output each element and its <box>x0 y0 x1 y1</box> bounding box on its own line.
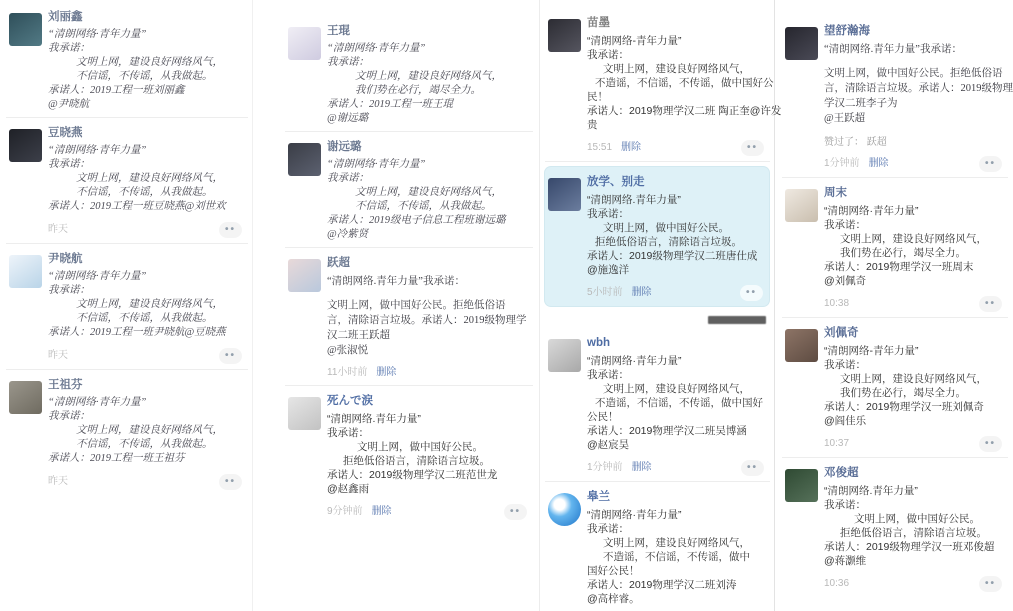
post <box>6 2 248 118</box>
more-menu-button[interactable]: •• <box>979 576 1002 592</box>
post-line: @张淑悦 <box>327 345 369 356</box>
column-2 <box>253 0 540 611</box>
post-footer <box>48 474 242 490</box>
post-line: 我承诺： <box>48 285 90 296</box>
post-line: 言，清除语言垃圾。承诺人：2019级物理 <box>824 83 1013 94</box>
post <box>285 386 533 525</box>
post-line: 我承诺： <box>587 523 629 535</box>
timestamp: 9分钟前 <box>327 506 363 517</box>
post <box>285 248 533 386</box>
post-line: “清朗网络.青年力量”我承诺： <box>327 276 465 287</box>
post-line: 承诺人：2019工程一班刘丽鑫 <box>48 85 185 96</box>
post-line: 文明上网，做中国好公民。拒绝低俗语 <box>824 68 1003 79</box>
post-content <box>327 274 527 358</box>
post-line: 承诺人：2019工程一班王祖芬 <box>48 453 185 464</box>
timestamp: 昨天 <box>48 224 68 235</box>
post-line: @赵宸昊 <box>587 439 630 451</box>
post-line: @刘佩奇 <box>824 275 867 287</box>
post-line: “清朗网络·青年力量” <box>48 145 147 156</box>
user-nickname[interactable]: 谢远璐 <box>327 141 362 153</box>
post-line: 不信谣，不传谣，从我做起。 <box>76 187 213 198</box>
post-content <box>327 42 527 126</box>
post-line: 贵 <box>587 119 598 131</box>
post-footer <box>327 366 527 380</box>
post-line: “清朗网络·青年力量” <box>48 397 147 408</box>
post-content <box>48 270 242 340</box>
post-line: 我承诺： <box>587 49 629 61</box>
more-menu-button[interactable]: •• <box>740 285 763 301</box>
post-line: 文明上网，建设良好网络风气， <box>603 383 750 395</box>
timestamp: 5小时前 <box>587 287 623 298</box>
post-content <box>587 508 764 606</box>
post-line: 言，清除语言垃圾。承诺人：2019级物理学 <box>327 315 527 326</box>
like-row: 赞过了： 跃超 <box>824 137 887 148</box>
watermark-smudge <box>708 316 766 324</box>
more-menu-button[interactable]: •• <box>979 156 1002 172</box>
post-line: “清朗网络·青年力量” <box>327 159 426 170</box>
avatar[interactable] <box>9 381 42 414</box>
post-content <box>327 158 527 242</box>
post <box>782 318 1008 458</box>
timestamp: 11小时前 <box>327 367 368 378</box>
post <box>545 482 770 611</box>
post-line: 我们势在必行，竭尽全力。 <box>840 387 966 399</box>
post-content <box>48 28 242 112</box>
avatar[interactable] <box>9 255 42 288</box>
timestamp: 10:36 <box>824 578 850 589</box>
more-menu-button[interactable]: •• <box>979 296 1002 312</box>
post <box>6 118 248 244</box>
post-line: 汉二班王跃超 <box>327 330 390 341</box>
post-line: 承诺人：2019物理学汉二班 陶正奎@许发 <box>587 105 782 117</box>
avatar[interactable] <box>288 259 321 292</box>
post-line: @尹晓航 <box>48 99 90 110</box>
post-line: 不造谣，不信谣，不传谣，做中国好公 <box>595 77 774 89</box>
post-line: 承诺人：2019级电子信息工程班谢远璐 <box>327 215 506 226</box>
post-content <box>824 344 1002 428</box>
delete-link[interactable]: 删除 <box>868 158 889 169</box>
post-line: 我们势在必行，竭尽全力。 <box>355 85 481 96</box>
post-line: 文明上网，做中国好公民。 <box>603 222 729 234</box>
post-line: 拒绝低俗语言，清除语言垃圾。 <box>840 527 987 539</box>
post-line: “清朗网络.青年力量”我承诺： <box>824 44 962 55</box>
timestamp: 10:37 <box>824 438 850 449</box>
post-line: “清朗网络·青年力量” <box>48 271 147 282</box>
post-line: “清朗网络.青年力量” <box>824 485 918 497</box>
post-footer <box>824 296 1002 312</box>
post <box>782 178 1008 318</box>
post-line: 承诺人：2019级物理学汉二班范世龙 <box>327 469 498 481</box>
avatar[interactable] <box>548 19 581 52</box>
post-line: 承诺人：2019物理学汉二班吴博涵 <box>587 425 747 437</box>
timestamp: 15:51 <box>587 142 613 153</box>
post-line: 承诺人：2019级物理学汉一班邓俊超 <box>824 541 995 553</box>
user-nickname[interactable]: 死んで涙 <box>327 395 373 407</box>
post-line: 不造谣，不信谣，不传谣，做中 <box>603 551 750 563</box>
post-line: 文明上网，建设良好网络风气， <box>355 187 502 198</box>
post-footer <box>824 576 1002 592</box>
avatar[interactable] <box>785 469 818 502</box>
post-line: 文明上网，建设良好网络风气， <box>76 425 223 436</box>
user-nickname[interactable]: 皋兰 <box>587 491 610 503</box>
post-footer <box>587 285 763 301</box>
more-menu-button[interactable]: •• <box>504 504 527 520</box>
post-line: “清朗网络·青年力量” <box>327 43 426 54</box>
post-line: 我承诺： <box>48 159 90 170</box>
post-line: “清朗网络.青年力量” <box>587 194 681 206</box>
post-line: @蒋灏维 <box>824 555 867 567</box>
post-footer <box>824 156 1002 172</box>
post-footer <box>48 222 242 238</box>
timestamp: 昨天 <box>48 476 68 487</box>
user-nickname[interactable]: 苗墨 <box>587 17 610 29</box>
post-line: 承诺人：2019工程一班豆晓燕@刘世欢 <box>48 201 226 212</box>
avatar[interactable] <box>548 339 581 372</box>
post-line: “清朗网络-青年力量” <box>824 345 919 357</box>
post-line: 文明上网，建设良好网络风气， <box>603 537 750 549</box>
post-content <box>48 144 242 214</box>
more-menu-button[interactable]: •• <box>219 222 242 238</box>
post-line: “清朗网络·青年力量” <box>587 509 682 521</box>
post-line: “清朗网络·青年力量” <box>587 355 682 367</box>
post-line: 承诺人：2019工程一班尹晓航@豆晓燕 <box>48 327 226 338</box>
column-1 <box>0 0 253 611</box>
user-nickname[interactable]: 邓俊超 <box>824 467 859 479</box>
avatar[interactable] <box>785 329 818 362</box>
avatar[interactable] <box>9 129 42 162</box>
user-nickname[interactable]: 尹晓航 <box>48 253 83 265</box>
more-menu-button[interactable]: •• <box>979 436 1002 452</box>
post-line: “清朗网络·青年力量” <box>824 205 919 217</box>
post-line: @冷紫贤 <box>327 229 369 240</box>
more-menu-button[interactable]: •• <box>219 348 242 364</box>
post-line: 文明上网，做中国好公民。 <box>357 441 483 453</box>
column-3 <box>540 0 782 611</box>
post <box>285 16 533 132</box>
post-line: 文明上网，建设良好网络风气， <box>76 173 223 184</box>
delete-link[interactable]: 删除 <box>631 287 652 298</box>
avatar[interactable] <box>785 27 818 60</box>
post-line: 不造谣，不信谣，不传谣，做中国好 <box>595 397 763 409</box>
post <box>545 167 769 306</box>
more-menu-button[interactable]: •• <box>219 474 242 490</box>
post-line: “清朗网络.青年力量” <box>327 413 421 425</box>
post-line: 文明上网，做中国好公民。拒绝低俗语 <box>327 300 506 311</box>
post <box>782 16 1013 178</box>
column-4 <box>775 0 1012 611</box>
delete-link[interactable]: 删除 <box>631 462 652 473</box>
timestamp: 昨天 <box>48 350 68 361</box>
post-content <box>327 412 527 496</box>
post-line <box>327 289 527 298</box>
post <box>545 8 782 162</box>
avatar[interactable] <box>548 493 581 526</box>
avatar[interactable] <box>288 27 321 60</box>
post-line: 我承诺： <box>327 427 369 439</box>
post-line: 拒绝低俗语言，清除语言垃圾。 <box>595 236 742 248</box>
avatar[interactable] <box>288 143 321 176</box>
user-nickname[interactable]: wbh <box>587 337 610 349</box>
user-nickname[interactable]: 周末 <box>824 187 847 199</box>
post-line: 文明上网，建设良好网络风气， <box>840 233 987 245</box>
post-line: 不信谣，不传谣，从我做起。 <box>76 439 213 450</box>
post <box>545 328 770 482</box>
post-line: @阎佳乐 <box>824 415 867 427</box>
post-line: 不信谣，不传谣，从我做起。 <box>76 71 213 82</box>
post-line: @施逸洋 <box>587 264 630 276</box>
post-line: 文明上网，建设良好网络风气， <box>840 373 987 385</box>
post-line: @王跃超 <box>824 113 866 124</box>
post-footer <box>48 348 242 364</box>
post-footer <box>587 460 764 476</box>
post-content <box>824 204 1002 288</box>
post-line: 文明上网，做中国好公民。 <box>854 513 980 525</box>
post-content <box>587 354 764 452</box>
post-line: @高梓睿。 <box>587 593 640 605</box>
post-line: 国好公民！ <box>587 565 640 577</box>
post-footer <box>824 436 1002 452</box>
post-line: 不信谣，不传谣，从我做起。 <box>355 201 492 212</box>
post-content <box>48 396 242 466</box>
post-content <box>824 484 1002 568</box>
post-line: 承诺人：2019物理学汉一班刘佩奇 <box>824 401 984 413</box>
post-line: 我承诺： <box>48 43 90 54</box>
post-footer <box>587 140 764 156</box>
avatar[interactable] <box>288 397 321 430</box>
post-content <box>587 34 782 132</box>
user-nickname[interactable]: 王琨 <box>327 25 350 37</box>
post-content <box>587 193 763 277</box>
avatar[interactable] <box>548 178 581 211</box>
user-nickname[interactable]: 跃超 <box>327 257 350 269</box>
user-nickname[interactable]: 王祖芬 <box>48 379 83 391</box>
post-line: 不信谣，不传谣，从我做起。 <box>76 313 213 324</box>
post-line: 承诺人：2019物理学汉一班周末 <box>824 261 974 273</box>
post-line: 拒绝低俗语言，清除语言垃圾。 <box>343 455 490 467</box>
user-nickname[interactable]: 刘佩奇 <box>824 327 859 339</box>
post-line: 文明上网，建设良好网络风气， <box>355 71 502 82</box>
post-line: 承诺人：2019物理学汉二班刘涛 <box>587 579 737 591</box>
post-line: 我承诺： <box>824 499 866 511</box>
post <box>6 370 248 495</box>
post-line: 我承诺： <box>327 57 369 68</box>
post-line: 承诺人：2019级物理学汉二班唐仕成 <box>587 250 758 262</box>
more-menu-button[interactable]: •• <box>741 140 764 156</box>
timestamp: 1分钟前 <box>824 158 860 169</box>
avatar[interactable] <box>785 189 818 222</box>
post-line: “清朗网络·青年力量” <box>48 29 147 40</box>
timestamp: 10:38 <box>824 298 850 309</box>
post <box>285 132 533 248</box>
post-line: 文明上网，建设良好网络风气， <box>76 299 223 310</box>
post-line: 学汉二班李子为 <box>824 98 898 109</box>
post-line: 公民！ <box>587 411 619 423</box>
post-line: @赵鑫雨 <box>327 483 370 495</box>
user-nickname[interactable]: 望舒瀚海 <box>824 25 870 37</box>
post-line <box>824 57 1002 66</box>
post-line: 承诺人：2019工程一班王琨 <box>327 99 453 110</box>
post-line: 我承诺： <box>824 219 866 231</box>
post-line: “清朗网络-青年力量” <box>587 35 682 47</box>
more-menu-button[interactable]: •• <box>741 460 764 476</box>
post-line: @谢远璐 <box>327 113 369 124</box>
post-line: 我们势在必行，竭尽全力。 <box>840 247 966 259</box>
user-nickname[interactable]: 放学、别走 <box>587 176 645 188</box>
post-line: 文明上网，建设良好网络风气， <box>76 57 223 68</box>
timestamp: 1分钟前 <box>587 462 623 473</box>
post-line: 我承诺： <box>824 359 866 371</box>
post-line: 民！ <box>587 91 608 103</box>
post-line: 文明上网，建设良好网络风气， <box>603 63 750 75</box>
delete-link[interactable]: 删除 <box>376 367 397 378</box>
post <box>782 458 1008 597</box>
user-nickname[interactable]: 豆晓燕 <box>48 127 83 139</box>
delete-link[interactable]: 删除 <box>371 506 392 517</box>
delete-link[interactable]: 删除 <box>621 142 642 153</box>
user-nickname[interactable]: 刘丽鑫 <box>48 11 83 23</box>
post-footer <box>327 504 527 520</box>
post-content <box>824 42 1013 126</box>
avatar[interactable] <box>9 13 42 46</box>
post <box>6 244 248 370</box>
post-line: 我承诺： <box>587 369 629 381</box>
post-line: 我承诺： <box>587 208 629 220</box>
post-line: 我承诺： <box>327 173 369 184</box>
post-line: 我承诺： <box>48 411 90 422</box>
